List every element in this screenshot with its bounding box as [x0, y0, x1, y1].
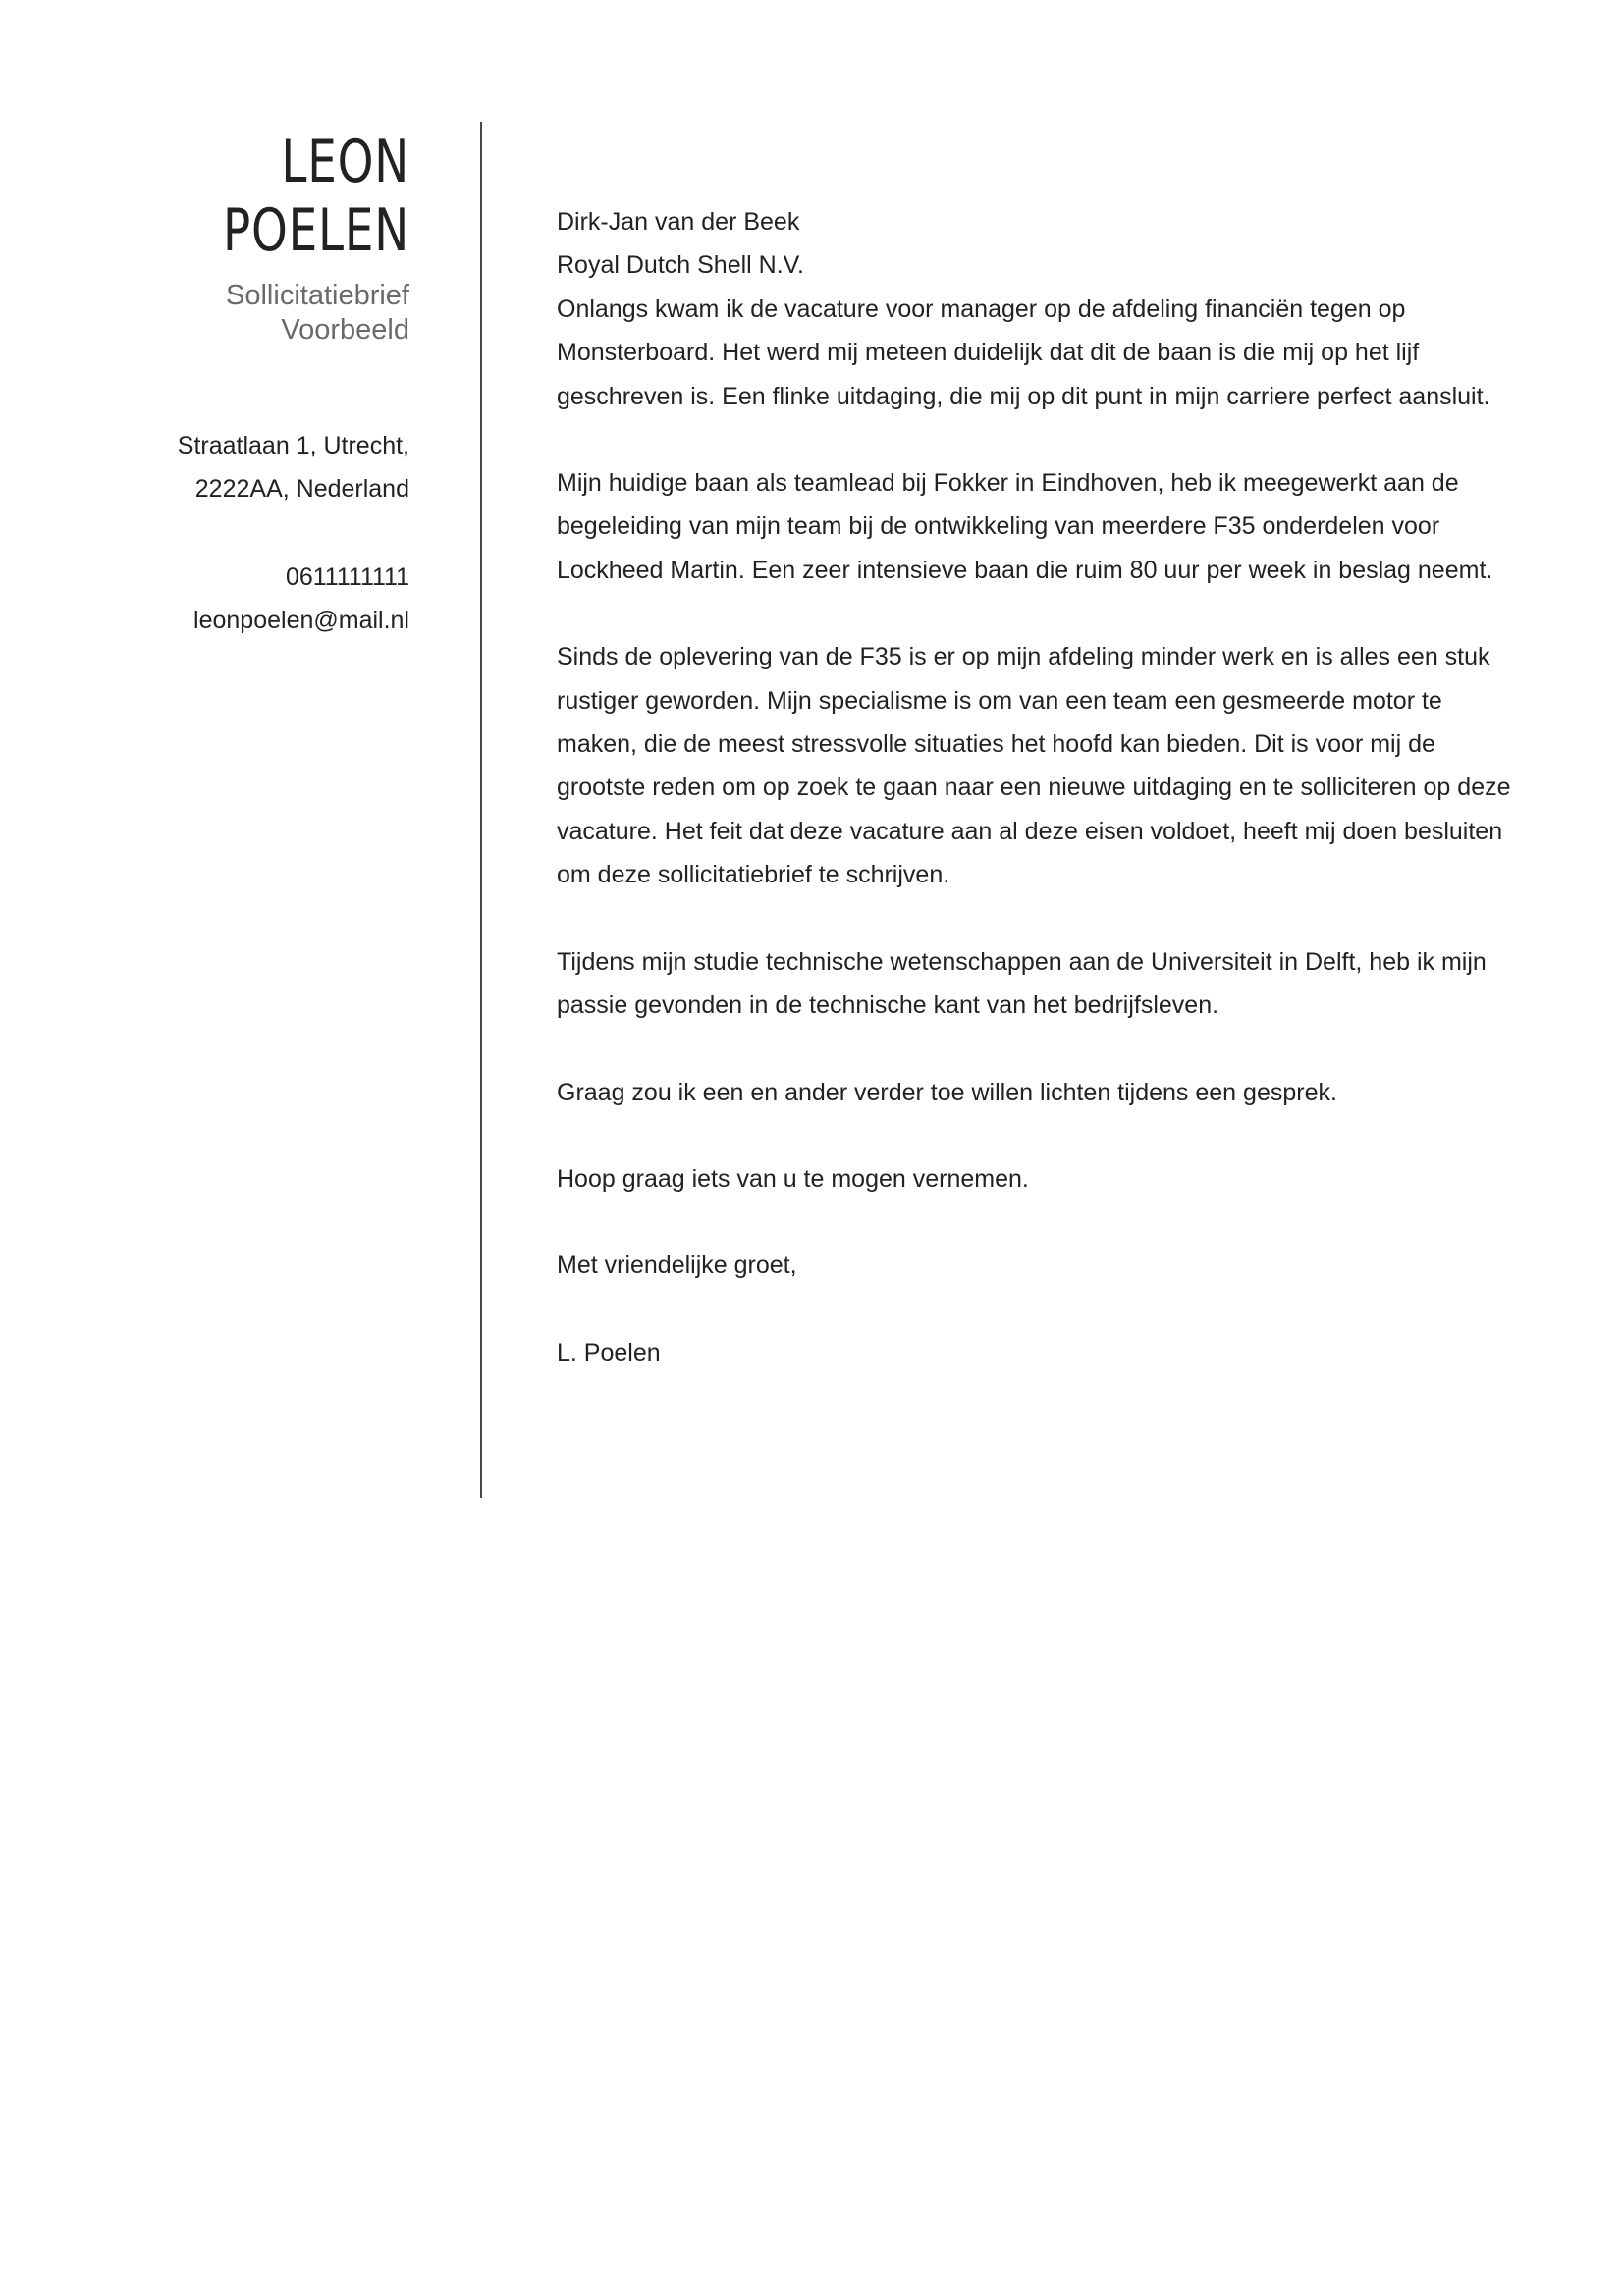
- address-line: 2222AA, Nederland: [194, 475, 409, 503]
- letter-paragraph: Sinds de oplevering van de F35 is er op mijn afdeling minder werk en is alles een stuk rustiger geworden. Mijn specialisme is om van een team een gesmeerde motor te maken, die de meest stressvolle situaties het hoofd kan bieden. Dit is voor mij de grootste reden om op zoek te gaan naar een nieuwe uitdaging en te solliciteren op deze vacature. Het feit dat deze vacature aan al deze eisen voldoet, heeft mij doen besluiten om deze sollicitatiebrief te schrijven.: [557, 643, 1511, 889]
- letter-paragraph: Graag zou ik een en ander verder toe willen lichten tijdens een gesprek.: [557, 1078, 1337, 1106]
- letter-paragraph: Onlangs kwam ik de vacature voor manager op de afdeling financiën tegen op Monsterboard. Het werd mij meteen duidelijk dat dit de baan is die mij op het lijf geschreven is. Een flinke uitdaging, die mij op dit punt in mijn carriere perfect aansluit.: [557, 294, 1490, 410]
- sidebar: [17, 128, 409, 642]
- recipient-name: Dirk-Jan van der Beek: [557, 208, 800, 236]
- letter-body: [557, 200, 1519, 1374]
- letter-paragraph: Mijn huidige baan als teamlead bij Fokker in Eindhoven, heb ik meegewerkt aan de begeleiding van mijn team bij de ontwikkeling van meerdere F35 onderdelen voor Lockheed Martin. Een zeer intensieve baan die ruim 80 uur per week in beslag neemt.: [557, 469, 1493, 584]
- phone-number: 0611111111: [285, 563, 409, 591]
- address-line: Straatlaan 1, Utrecht,: [177, 432, 409, 459]
- vertical-divider: [480, 122, 482, 1498]
- letter-paragraph: Tijdens mijn studie technische wetenschappen aan de Universiteit in Delft, heb ik mijn passie gevonden in de technische kant van het bedrijfsleven.: [557, 947, 1487, 1020]
- recipient-company: Royal Dutch Shell N.V.: [557, 251, 804, 280]
- closing-greeting: Met vriendelijke groet,: [557, 1252, 797, 1280]
- address-block: [17, 424, 409, 510]
- subtitle-line: Voorbeeld: [281, 314, 409, 346]
- letter-paragraph: Hoop graag iets van u te mogen vernemen.: [557, 1164, 1029, 1193]
- email-address: leonpoelen@mail.nl: [193, 607, 409, 634]
- last-name: POELEN: [223, 196, 409, 265]
- signature-name: L. Poelen: [557, 1338, 661, 1366]
- first-name: LEON: [281, 128, 409, 196]
- applicant-name: [17, 128, 409, 265]
- document-subtitle: [17, 279, 409, 347]
- subtitle-line: Sollicitatiebrief: [226, 280, 409, 311]
- contact-block: [17, 556, 409, 642]
